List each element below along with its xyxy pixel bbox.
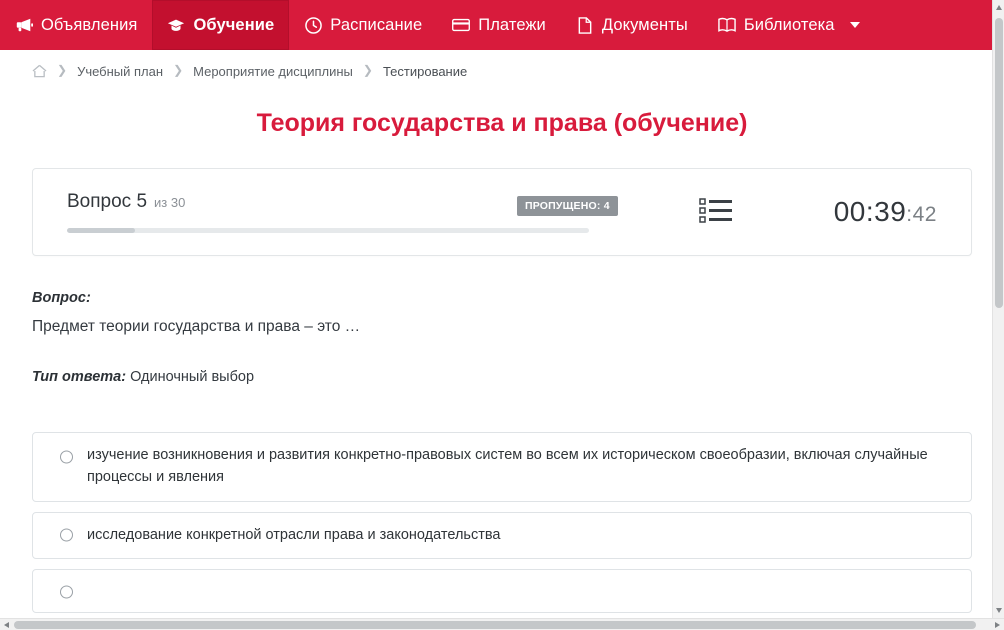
nav-item-schedule[interactable] xyxy=(289,0,437,50)
quiz-header-panel xyxy=(32,168,972,256)
page-title: Теория государства и права (обучение) xyxy=(256,109,748,137)
document-icon xyxy=(576,16,594,34)
nav-item-announcements[interactable] xyxy=(0,0,152,50)
radio-button-icon[interactable] xyxy=(60,451,73,464)
answer-option-2[interactable] xyxy=(32,512,972,559)
breadcrumb-item-testing: Тестирование xyxy=(382,63,468,79)
scroll-up-arrow-icon[interactable] xyxy=(996,5,1002,10)
question-list-icon[interactable] xyxy=(699,196,733,231)
horizontal-scrollbar[interactable] xyxy=(0,618,1004,630)
question-counter xyxy=(67,191,595,217)
answer-type-row xyxy=(32,369,972,385)
nav-item-label: Платежи xyxy=(478,15,546,34)
home-icon[interactable] xyxy=(32,64,47,78)
horizontal-scrollbar-thumb[interactable] xyxy=(14,621,976,629)
radio-button-icon[interactable] xyxy=(60,529,73,542)
breadcrumb-item-discipline-event[interactable]: Мероприятие дисциплины xyxy=(193,63,353,79)
progress-bar xyxy=(67,228,589,233)
radio-button-icon[interactable] xyxy=(60,586,73,599)
vertical-scrollbar-thumb[interactable] xyxy=(995,18,1003,308)
nav-item-payments[interactable] xyxy=(437,0,561,50)
quiz-timer xyxy=(805,196,971,228)
question-number: Вопрос 5 xyxy=(67,191,148,212)
question-total: из 30 xyxy=(154,195,186,210)
question-body xyxy=(0,289,1004,613)
top-navigation xyxy=(0,0,992,50)
answer-type-value: Одиночный выбор xyxy=(130,369,255,386)
breadcrumb-separator: ❯ xyxy=(57,63,68,77)
answer-options xyxy=(32,432,972,613)
nav-item-documents[interactable] xyxy=(561,0,703,50)
megaphone-icon xyxy=(15,16,33,34)
nav-item-label: Обучение xyxy=(193,15,275,34)
nav-item-education[interactable] xyxy=(152,0,289,50)
timer-seconds: :42 xyxy=(906,203,937,226)
graduation-cap-icon xyxy=(167,16,185,34)
nav-item-label: Документы xyxy=(601,15,688,34)
answer-option-label: изучение возникновения и развития конкретно-правовых систем во всем их историческом своеобразии, включая случайные процессы и явления xyxy=(87,447,928,485)
breadcrumb-separator: ❯ xyxy=(362,63,373,77)
scroll-down-arrow-icon[interactable] xyxy=(996,608,1002,613)
breadcrumb-separator: ❯ xyxy=(173,63,184,77)
timer-minutes: 00:39 xyxy=(833,196,907,227)
answer-option-3[interactable] xyxy=(32,569,972,613)
status-badge-skipped: ПРОПУЩЕНО: 4 xyxy=(517,196,618,216)
question-section xyxy=(32,289,972,338)
nav-item-library[interactable] xyxy=(703,0,875,50)
answer-option-label: исследование конкретной отрасли права и законодательства xyxy=(87,527,501,544)
answer-option-1[interactable] xyxy=(32,432,972,502)
scroll-right-arrow-icon[interactable] xyxy=(995,622,1000,628)
question-label: Вопрос: xyxy=(32,290,91,306)
clock-icon xyxy=(304,16,322,34)
nav-item-label: Объявления xyxy=(41,15,138,34)
progress-bar-fill xyxy=(67,228,135,233)
breadcrumb xyxy=(0,50,1004,92)
question-text: Предмет теории государства и права – это … xyxy=(32,318,361,335)
nav-item-label: Библиотека xyxy=(743,15,835,34)
answer-type-label: Тип ответа: xyxy=(32,369,127,386)
chevron-down-icon[interactable] xyxy=(850,22,860,28)
credit-card-icon xyxy=(452,16,470,34)
breadcrumb-item-curriculum[interactable]: Учебный план xyxy=(77,63,164,79)
vertical-scrollbar[interactable] xyxy=(992,0,1004,618)
nav-item-label: Расписание xyxy=(330,15,423,34)
question-progress-area xyxy=(33,191,595,233)
scroll-left-arrow-icon[interactable] xyxy=(4,622,9,628)
book-icon xyxy=(718,16,736,34)
